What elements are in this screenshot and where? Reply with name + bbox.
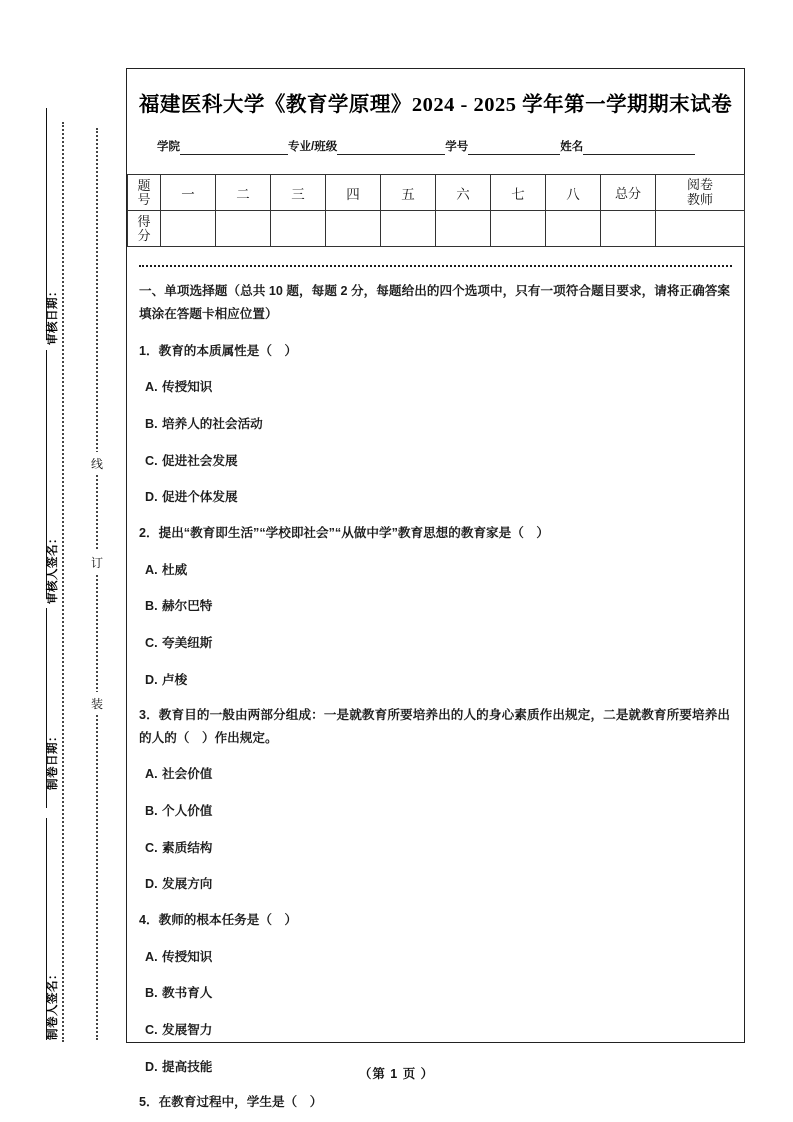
score-label-line1: 得 bbox=[137, 214, 151, 230]
option-text: 素质结构 bbox=[162, 840, 213, 855]
option-key: A. bbox=[145, 949, 158, 964]
option-key: A. bbox=[145, 562, 158, 577]
field-major-class bbox=[288, 138, 445, 155]
score-col-2: 二 bbox=[216, 175, 271, 211]
score-col-3: 三 bbox=[271, 175, 326, 211]
score-cell-7[interactable] bbox=[491, 211, 546, 247]
option-key: A. bbox=[145, 380, 158, 395]
option-text: 发展智力 bbox=[162, 1023, 213, 1038]
field-name-blank[interactable] bbox=[583, 141, 695, 155]
field-name bbox=[560, 138, 695, 155]
dotted-separator bbox=[139, 265, 732, 267]
score-col-7: 七 bbox=[491, 175, 546, 211]
question-option[interactable] bbox=[145, 413, 730, 436]
score-cell-1[interactable] bbox=[161, 211, 216, 247]
field-college-blank[interactable] bbox=[180, 141, 288, 155]
seal-label-review-date: 审核日期： bbox=[47, 285, 59, 345]
option-text: 提高技能 bbox=[162, 1059, 213, 1074]
question-stem: 4．教师的根本任务是（ ） bbox=[139, 913, 298, 928]
question-label-line2: 号 bbox=[137, 191, 151, 207]
field-major-class-blank[interactable] bbox=[337, 141, 445, 155]
page-footer: （第 1 页 ） bbox=[358, 1067, 435, 1081]
field-college bbox=[157, 138, 288, 155]
option-key: A. bbox=[145, 767, 158, 782]
question-option[interactable] bbox=[145, 669, 730, 692]
question-stem: 3．教育目的一般由两部分组成：一是就教育所要培养出的人的身心素质作出规定，二是就教育所要培养出的人的（ ）作出规定。 bbox=[139, 708, 730, 745]
seal-rail-char-bind: 订 bbox=[84, 551, 110, 574]
question-option[interactable] bbox=[145, 595, 730, 618]
option-text: 培养人的社会活动 bbox=[162, 416, 263, 431]
question-stem: 1．教育的本质属性是（ ） bbox=[139, 343, 298, 358]
score-cell-3[interactable] bbox=[271, 211, 326, 247]
question-stem: 5．在教育过程中，学生是（ ） bbox=[139, 1095, 323, 1110]
option-text: 教书育人 bbox=[162, 986, 213, 1001]
question-body bbox=[139, 280, 730, 1114]
option-key: C. bbox=[145, 840, 158, 855]
option-text: 促进个体发展 bbox=[162, 490, 238, 505]
field-name-label: 姓名 bbox=[560, 141, 584, 153]
score-cell-5[interactable] bbox=[381, 211, 436, 247]
question-option[interactable] bbox=[145, 763, 730, 786]
option-key: D. bbox=[145, 1059, 158, 1074]
question-option[interactable] bbox=[145, 837, 730, 860]
score-table-value-row bbox=[128, 211, 745, 247]
seal-margin bbox=[0, 0, 118, 1122]
option-key: B. bbox=[145, 599, 158, 614]
question-option[interactable] bbox=[145, 946, 730, 969]
option-text: 促进社会发展 bbox=[162, 453, 238, 468]
seal-label-reviewer-signature: 审核人签名： bbox=[47, 532, 59, 604]
field-student-id-blank[interactable] bbox=[468, 141, 560, 155]
score-col-total: 总分 bbox=[601, 175, 656, 211]
option-text: 杜威 bbox=[162, 562, 188, 577]
option-text: 社会价值 bbox=[162, 767, 213, 782]
field-student-id-label: 学号 bbox=[445, 141, 469, 153]
seal-label-compiler-signature: 制卷人签名： bbox=[47, 968, 59, 1040]
score-col-6: 六 bbox=[436, 175, 491, 211]
question-option[interactable] bbox=[145, 450, 730, 473]
question-option[interactable] bbox=[145, 559, 730, 582]
seal-dotted-line-outer bbox=[62, 122, 64, 1042]
student-info-line bbox=[157, 138, 728, 155]
score-col-5: 五 bbox=[381, 175, 436, 211]
score-label-line2: 分 bbox=[137, 227, 151, 243]
option-text: 卢梭 bbox=[162, 672, 188, 687]
option-text: 传授知识 bbox=[162, 380, 213, 395]
seal-rail-char-pack: 装 bbox=[84, 692, 110, 715]
score-table bbox=[127, 174, 745, 247]
option-key: D. bbox=[145, 490, 158, 505]
option-key: C. bbox=[145, 453, 158, 468]
option-text: 赫尔巴特 bbox=[162, 599, 213, 614]
score-table-row-label-score bbox=[128, 211, 161, 247]
score-col-1: 一 bbox=[161, 175, 216, 211]
option-key: C. bbox=[145, 1023, 158, 1038]
seal-label-compile-date: 制卷日期： bbox=[47, 730, 59, 790]
option-key: C. bbox=[145, 635, 158, 650]
seal-dotted-line-inner bbox=[96, 128, 98, 1040]
option-text: 夸美纽斯 bbox=[162, 635, 213, 650]
score-cell-4[interactable] bbox=[326, 211, 381, 247]
field-major-class-label: 专业/班级 bbox=[288, 141, 338, 153]
field-student-id bbox=[445, 138, 560, 155]
field-college-label: 学院 bbox=[157, 141, 180, 153]
option-text: 发展方向 bbox=[162, 877, 213, 892]
question-label-line1: 题 bbox=[137, 178, 151, 194]
page-title: 福建医科大学《教育学原理》2024 - 2025 学年第一学期期末试卷 bbox=[138, 94, 733, 116]
score-cell-8[interactable] bbox=[546, 211, 601, 247]
question-stem: 2．提出“教育即生活”“学校即社会”“从做中学”教育思想的教育家是（ ） bbox=[139, 525, 550, 540]
option-key: B. bbox=[145, 986, 158, 1001]
seal-rail-char-line: 线 bbox=[84, 452, 110, 475]
score-col-8: 八 bbox=[546, 175, 601, 211]
option-text: 传授知识 bbox=[162, 949, 213, 964]
question-option[interactable] bbox=[145, 1019, 730, 1042]
score-table-row-label-question bbox=[128, 175, 161, 211]
option-key: D. bbox=[145, 877, 158, 892]
score-cell-grader[interactable] bbox=[656, 211, 745, 247]
score-cell-6[interactable] bbox=[436, 211, 491, 247]
question-option[interactable] bbox=[145, 376, 730, 399]
question-option[interactable] bbox=[145, 486, 730, 509]
question-option[interactable] bbox=[145, 632, 730, 655]
score-cell-total[interactable] bbox=[601, 211, 656, 247]
option-key: D. bbox=[145, 672, 158, 687]
option-key: B. bbox=[145, 416, 158, 431]
section-heading: 一、单项选择题（总共 10 题，每题 2 分，每题给出的四个选项中，只有一项符合题目要求，请将正确答案填涂在答题卡相应位置） bbox=[139, 284, 730, 322]
grader-label-line2: 教师 bbox=[686, 191, 713, 207]
score-col-4: 四 bbox=[326, 175, 381, 211]
grader-label-line1: 阅卷 bbox=[686, 176, 713, 192]
score-cell-2[interactable] bbox=[216, 211, 271, 247]
option-text: 个人价值 bbox=[162, 804, 213, 819]
question-option[interactable] bbox=[145, 873, 730, 896]
score-col-grader bbox=[656, 175, 745, 211]
question-option[interactable] bbox=[145, 800, 730, 823]
score-table-header-row bbox=[128, 175, 745, 211]
option-key: B. bbox=[145, 804, 158, 819]
question-option[interactable] bbox=[145, 982, 730, 1005]
